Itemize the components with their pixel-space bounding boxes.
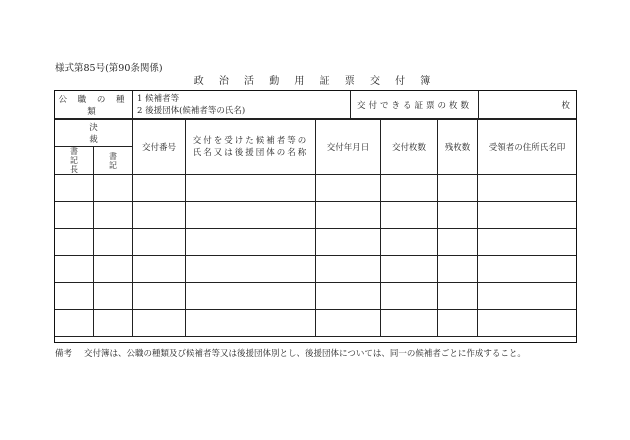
ledger-cell[interactable] xyxy=(316,256,381,283)
ledger-cell[interactable] xyxy=(316,202,381,229)
ledger-cell[interactable] xyxy=(133,229,186,256)
ledger-cell[interactable] xyxy=(316,175,381,202)
ledger-row xyxy=(55,202,577,229)
col-clerk xyxy=(94,147,133,175)
col-recipient-line2: 氏名又は後援団体の名称 xyxy=(192,147,309,158)
ledger-cell[interactable] xyxy=(478,229,577,256)
ledger-cell[interactable] xyxy=(133,310,186,337)
ledger-cell[interactable] xyxy=(381,229,438,256)
ledger-cell[interactable] xyxy=(381,202,438,229)
ledger-cell[interactable] xyxy=(438,310,478,337)
col-delivery-no: 交付番号 xyxy=(133,119,186,175)
ledger-cell[interactable] xyxy=(186,310,316,337)
ledger-table xyxy=(54,118,577,337)
col-count: 交付枚数 xyxy=(381,119,438,175)
ledger-cell[interactable] xyxy=(55,229,94,256)
col-recipient-line1: 交付を受けた候補者等の xyxy=(192,135,309,146)
ledger-row xyxy=(55,256,577,283)
kind-option-candidate: 1 候補者等 xyxy=(137,94,180,104)
ledger-cell[interactable] xyxy=(478,175,577,202)
ledger-cell[interactable] xyxy=(478,256,577,283)
secretary-general-label: 書 記 長 xyxy=(70,147,78,174)
ledger-row xyxy=(55,283,577,310)
ledger-cell[interactable] xyxy=(94,310,133,337)
ledger-row xyxy=(55,229,577,256)
ledger-cell[interactable] xyxy=(94,202,133,229)
ledger-cell[interactable] xyxy=(94,175,133,202)
ledger-cell[interactable] xyxy=(316,310,381,337)
header-table xyxy=(54,90,577,120)
ledger-cell[interactable] xyxy=(55,256,94,283)
count-label: 交付できる証票の枚数 xyxy=(351,91,479,120)
ledger-cell[interactable] xyxy=(438,202,478,229)
ledger-cell[interactable] xyxy=(381,175,438,202)
col-remaining: 残枚数 xyxy=(438,119,478,175)
ledger-cell[interactable] xyxy=(186,202,316,229)
ledger-cell[interactable] xyxy=(186,256,316,283)
remarks-label: 備考 xyxy=(55,349,73,359)
form-number: 様式第85号(第90条関係) xyxy=(55,63,163,74)
ledger-cell[interactable] xyxy=(186,229,316,256)
clerk-label: 書 記 xyxy=(109,151,117,170)
ledger-cell[interactable] xyxy=(55,175,94,202)
kind-label: 公 職 の 種 類 xyxy=(55,91,133,120)
count-unit[interactable]: 枚 xyxy=(479,91,577,120)
ledger-cell[interactable] xyxy=(133,283,186,310)
ledger-cell[interactable] xyxy=(478,310,577,337)
col-secretary-general xyxy=(55,147,94,175)
kind-options[interactable] xyxy=(133,91,351,120)
ledger-cell[interactable] xyxy=(438,256,478,283)
ledger-cell[interactable] xyxy=(94,256,133,283)
ledger-cell[interactable] xyxy=(133,175,186,202)
ledger-cell[interactable] xyxy=(381,256,438,283)
form-title: 政 治 活 動 用 証 票 交 付 簿 xyxy=(193,76,437,87)
ledger-row xyxy=(55,310,577,337)
decision-header: 決 裁 xyxy=(55,119,133,147)
ledger-cell[interactable] xyxy=(316,229,381,256)
col-receiver: 受領者の住所氏名印 xyxy=(478,119,577,175)
ledger-cell[interactable] xyxy=(55,310,94,337)
ledger-cell[interactable] xyxy=(94,229,133,256)
remarks xyxy=(55,347,526,359)
ledger-row xyxy=(55,175,577,202)
ledger-cell[interactable] xyxy=(55,202,94,229)
ledger-cell[interactable] xyxy=(186,283,316,310)
ledger-cell[interactable] xyxy=(438,229,478,256)
ledger-cell[interactable] xyxy=(438,283,478,310)
col-date: 交付年月日 xyxy=(316,119,381,175)
ledger-cell[interactable] xyxy=(438,175,478,202)
ledger-cell[interactable] xyxy=(55,283,94,310)
remarks-text: 交付簿は、公職の種類及び候補者等又は後援団体別とし、後援団体については、同一の候補者ごとに作成すること。 xyxy=(84,349,526,359)
ledger-cell[interactable] xyxy=(133,256,186,283)
ledger-cell[interactable] xyxy=(381,283,438,310)
ledger-cell[interactable] xyxy=(186,175,316,202)
kind-option-support-group: 2 後援団体(候補者等の氏名) xyxy=(137,106,246,116)
ledger-cell[interactable] xyxy=(316,283,381,310)
ledger-cell[interactable] xyxy=(94,283,133,310)
ledger-cell[interactable] xyxy=(381,310,438,337)
ledger-cell[interactable] xyxy=(478,202,577,229)
ledger-cell[interactable] xyxy=(133,202,186,229)
ledger-cell[interactable] xyxy=(478,283,577,310)
